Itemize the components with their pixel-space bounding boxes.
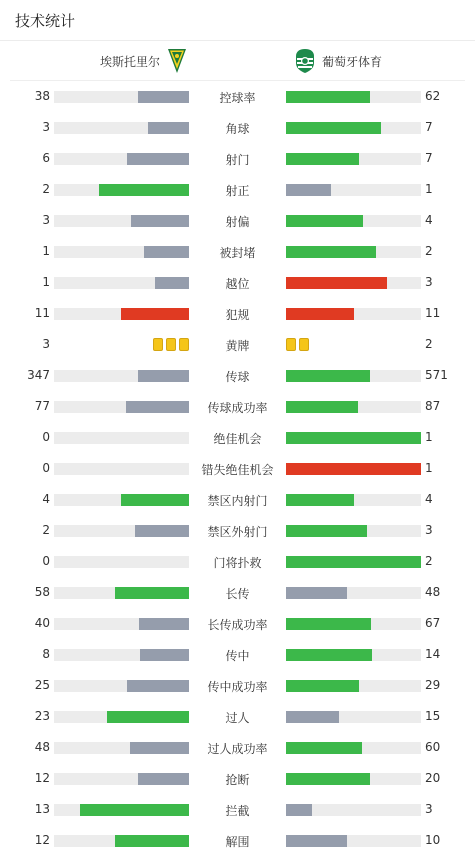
away-stat-value: 1 (425, 430, 433, 444)
home-stat-bar (54, 587, 189, 599)
away-stat-bar-fill (286, 773, 370, 785)
home-stat-bar (54, 153, 189, 165)
home-stat-value: 3 (42, 337, 50, 351)
home-team[interactable] (100, 47, 188, 75)
home-stat-bar-fill (144, 246, 189, 258)
home-stat-value: 347 (27, 368, 50, 382)
away-stat-bar (286, 525, 421, 537)
home-stat-bar-fill (121, 494, 189, 506)
stat-label: 禁区外射门 (207, 525, 268, 539)
home-stat-bar (54, 184, 189, 196)
away-stat-value: 60 (425, 740, 441, 754)
stat-label: 射偏 (225, 215, 250, 229)
stat-row (0, 330, 475, 361)
away-stat-bar (286, 370, 421, 382)
away-stat-bar (286, 91, 421, 103)
stat-label: 长传成功率 (207, 618, 268, 632)
away-stat-bar (286, 804, 421, 816)
away-stat-value: 1 (425, 182, 433, 196)
home-stat-bar-fill (138, 91, 189, 103)
away-stat-bar-fill (286, 184, 331, 196)
home-stat-bar-fill (126, 401, 189, 413)
section-header (0, 0, 475, 41)
away-stat-bar-fill (286, 401, 358, 413)
away-stat-bar-fill (286, 277, 387, 289)
away-stat-bar (286, 215, 421, 227)
away-stat-value: 29 (425, 678, 441, 692)
away-stat-value: 3 (425, 802, 433, 816)
home-yellow-cards (153, 338, 189, 352)
home-stat-value: 12 (34, 833, 50, 847)
away-stat-bar-fill (286, 246, 376, 258)
stat-row (0, 764, 475, 795)
home-stat-bar-fill (121, 308, 189, 320)
stat-label: 控球率 (219, 91, 256, 105)
home-stat-bar (54, 246, 189, 258)
stat-row (0, 609, 475, 640)
away-stat-value: 14 (425, 647, 441, 661)
home-stat-value: 11 (34, 306, 50, 320)
divider (10, 80, 465, 81)
stat-row (0, 268, 475, 299)
stat-label: 传中成功率 (207, 680, 268, 694)
away-stat-bar-fill (286, 804, 312, 816)
away-stat-bar (286, 618, 421, 630)
away-stat-value: 67 (425, 616, 441, 630)
away-stat-bar (286, 401, 421, 413)
stat-label: 过人 (225, 711, 250, 725)
home-stat-bar-fill (131, 215, 189, 227)
stat-label: 射正 (225, 184, 250, 198)
away-stat-bar-fill (286, 308, 354, 320)
away-stat-bar (286, 711, 421, 723)
yellow-card-icon (179, 338, 189, 351)
stat-row (0, 454, 475, 485)
away-stat-bar (286, 680, 421, 692)
home-stat-bar (54, 370, 189, 382)
away-stat-bar (286, 308, 421, 320)
away-stat-bar-fill (286, 618, 371, 630)
away-stat-value: 1 (425, 461, 433, 475)
away-stat-value: 2 (425, 244, 433, 258)
stat-row (0, 299, 475, 330)
home-stat-bar-fill (127, 153, 189, 165)
home-stat-value: 3 (42, 213, 50, 227)
home-stat-bar (54, 215, 189, 227)
away-stat-bar-fill (286, 122, 381, 134)
away-stat-value: 2 (425, 554, 433, 568)
away-stat-bar-fill (286, 680, 359, 692)
away-stat-bar (286, 587, 421, 599)
stats-list (0, 82, 475, 857)
away-stat-value: 87 (425, 399, 441, 413)
stat-label: 拦截 (225, 804, 250, 818)
home-stat-bar (54, 277, 189, 289)
away-stat-bar (286, 153, 421, 165)
stat-row (0, 423, 475, 454)
away-stat-value: 4 (425, 213, 433, 227)
stat-row (0, 671, 475, 702)
home-stat-bar (54, 680, 189, 692)
stat-row (0, 175, 475, 206)
home-stat-value: 58 (34, 585, 50, 599)
away-stat-bar (286, 835, 421, 847)
home-stat-bar (54, 773, 189, 785)
home-stat-value: 0 (42, 554, 50, 568)
home-stat-bar-fill (130, 742, 189, 754)
away-stat-bar-fill (286, 91, 370, 103)
away-stat-bar (286, 742, 421, 754)
stat-label: 门将扑救 (213, 556, 262, 570)
stat-label: 被封堵 (219, 246, 256, 260)
stat-label: 绝佳机会 (213, 432, 262, 446)
stat-row (0, 795, 475, 826)
away-stat-value: 4 (425, 492, 433, 506)
home-stat-value: 6 (42, 151, 50, 165)
home-team-name: 埃斯托里尔 (99, 54, 160, 69)
estoril-badge-icon (166, 48, 188, 74)
stat-label: 抢断 (225, 773, 250, 787)
stat-row (0, 82, 475, 113)
stat-label: 黄牌 (225, 339, 250, 353)
away-stat-value: 11 (425, 306, 441, 320)
yellow-card-icon (153, 338, 163, 351)
home-stat-value: 1 (42, 275, 50, 289)
away-stat-bar-fill (286, 525, 367, 537)
stat-label: 射门 (225, 153, 250, 167)
home-stat-bar (54, 463, 189, 475)
stat-label: 过人成功率 (207, 742, 268, 756)
away-team[interactable] (294, 47, 382, 75)
sporting-badge-icon (294, 48, 316, 74)
home-stat-bar (54, 308, 189, 320)
home-stat-value: 1 (42, 244, 50, 258)
stat-label: 角球 (225, 122, 250, 136)
away-stat-bar-fill (286, 153, 359, 165)
away-stat-value: 3 (425, 275, 433, 289)
away-stat-value: 2 (425, 337, 433, 351)
stat-row (0, 578, 475, 609)
home-stat-bar-fill (155, 277, 189, 289)
home-stat-bar (54, 742, 189, 754)
home-stat-value: 4 (42, 492, 50, 506)
away-stat-bar-fill (286, 587, 347, 599)
away-stat-bar-fill (286, 215, 363, 227)
stat-label: 禁区内射门 (207, 494, 268, 508)
home-stat-bar (54, 91, 189, 103)
yellow-card-icon (166, 338, 176, 351)
home-stat-value: 2 (42, 182, 50, 196)
yellow-card-icon (299, 338, 309, 351)
away-stat-bar (286, 277, 421, 289)
home-stat-value: 25 (34, 678, 50, 692)
stat-row (0, 361, 475, 392)
home-stat-value: 38 (34, 89, 50, 103)
stat-label: 长传 (225, 587, 250, 601)
away-stat-value: 48 (425, 585, 441, 599)
home-stat-bar (54, 711, 189, 723)
home-stat-bar (54, 804, 189, 816)
home-stat-value: 3 (42, 120, 50, 134)
away-stat-bar (286, 649, 421, 661)
away-stat-bar (286, 246, 421, 258)
away-stat-value: 20 (425, 771, 441, 785)
stat-row (0, 547, 475, 578)
home-stat-bar-fill (127, 680, 189, 692)
home-stat-bar (54, 122, 189, 134)
stat-row (0, 826, 475, 857)
stat-label: 传球 (225, 370, 250, 384)
away-stat-value: 10 (425, 833, 441, 847)
away-stat-bar (286, 432, 421, 444)
home-stat-value: 40 (34, 616, 50, 630)
team-header-row (0, 41, 475, 81)
home-stat-bar (54, 649, 189, 661)
stat-label: 传中 (225, 649, 250, 663)
away-stat-bar (286, 463, 421, 475)
home-stat-value: 23 (34, 709, 50, 723)
home-stat-bar-fill (135, 525, 189, 537)
home-stat-bar (54, 494, 189, 506)
away-stat-bar (286, 773, 421, 785)
home-stat-bar-fill (99, 184, 189, 196)
home-stat-value: 8 (42, 647, 50, 661)
away-stat-bar (286, 122, 421, 134)
away-stat-bar-fill (286, 556, 421, 568)
page-title: 技术统计 (15, 12, 76, 30)
away-stat-value: 571 (425, 368, 448, 382)
away-stat-value: 7 (425, 151, 433, 165)
stat-row (0, 516, 475, 547)
away-stat-value: 62 (425, 89, 441, 103)
stat-label: 越位 (225, 277, 250, 291)
away-stat-bar-fill (286, 835, 347, 847)
home-stat-bar-fill (138, 370, 189, 382)
home-stat-bar-fill (115, 835, 189, 847)
away-stat-bar (286, 494, 421, 506)
away-stat-bar-fill (286, 370, 370, 382)
home-stat-bar-fill (80, 804, 189, 816)
away-stat-bar-fill (286, 494, 354, 506)
home-stat-bar (54, 401, 189, 413)
stat-row (0, 237, 475, 268)
home-stat-bar (54, 618, 189, 630)
stat-row (0, 640, 475, 671)
stat-row (0, 113, 475, 144)
stat-label: 犯规 (225, 308, 250, 322)
stat-label: 错失绝佳机会 (201, 463, 274, 477)
home-stat-value: 48 (34, 740, 50, 754)
home-stat-value: 0 (42, 430, 50, 444)
away-stat-bar-fill (286, 742, 362, 754)
stat-row (0, 485, 475, 516)
away-stat-bar-fill (286, 463, 421, 475)
home-stat-value: 2 (42, 523, 50, 537)
stat-row (0, 702, 475, 733)
home-stat-bar-fill (115, 587, 189, 599)
away-stat-bar (286, 184, 421, 196)
home-stat-bar (54, 556, 189, 568)
stat-label: 解围 (225, 835, 250, 849)
home-stat-value: 77 (34, 399, 50, 413)
away-stat-value: 7 (425, 120, 433, 134)
stat-label: 传球成功率 (207, 401, 268, 415)
stat-row (0, 392, 475, 423)
home-stat-value: 0 (42, 461, 50, 475)
away-stat-bar-fill (286, 649, 372, 661)
home-stat-value: 12 (34, 771, 50, 785)
away-team-name: 葡萄牙体育 (322, 54, 383, 69)
home-stat-bar-fill (148, 122, 189, 134)
away-stat-bar-fill (286, 432, 421, 444)
home-stat-value: 13 (34, 802, 50, 816)
away-stat-bar (286, 556, 421, 568)
stat-row (0, 206, 475, 237)
home-stat-bar (54, 525, 189, 537)
home-stat-bar-fill (107, 711, 189, 723)
home-stat-bar-fill (138, 773, 189, 785)
home-stat-bar (54, 835, 189, 847)
home-stat-bar-fill (139, 618, 189, 630)
away-yellow-cards (286, 338, 309, 352)
stat-row (0, 733, 475, 764)
home-stat-bar (54, 432, 189, 444)
yellow-card-icon (286, 338, 296, 351)
away-stat-value: 15 (425, 709, 441, 723)
away-stat-bar-fill (286, 711, 339, 723)
home-stat-bar-fill (140, 649, 189, 661)
stat-row (0, 144, 475, 175)
away-stat-value: 3 (425, 523, 433, 537)
